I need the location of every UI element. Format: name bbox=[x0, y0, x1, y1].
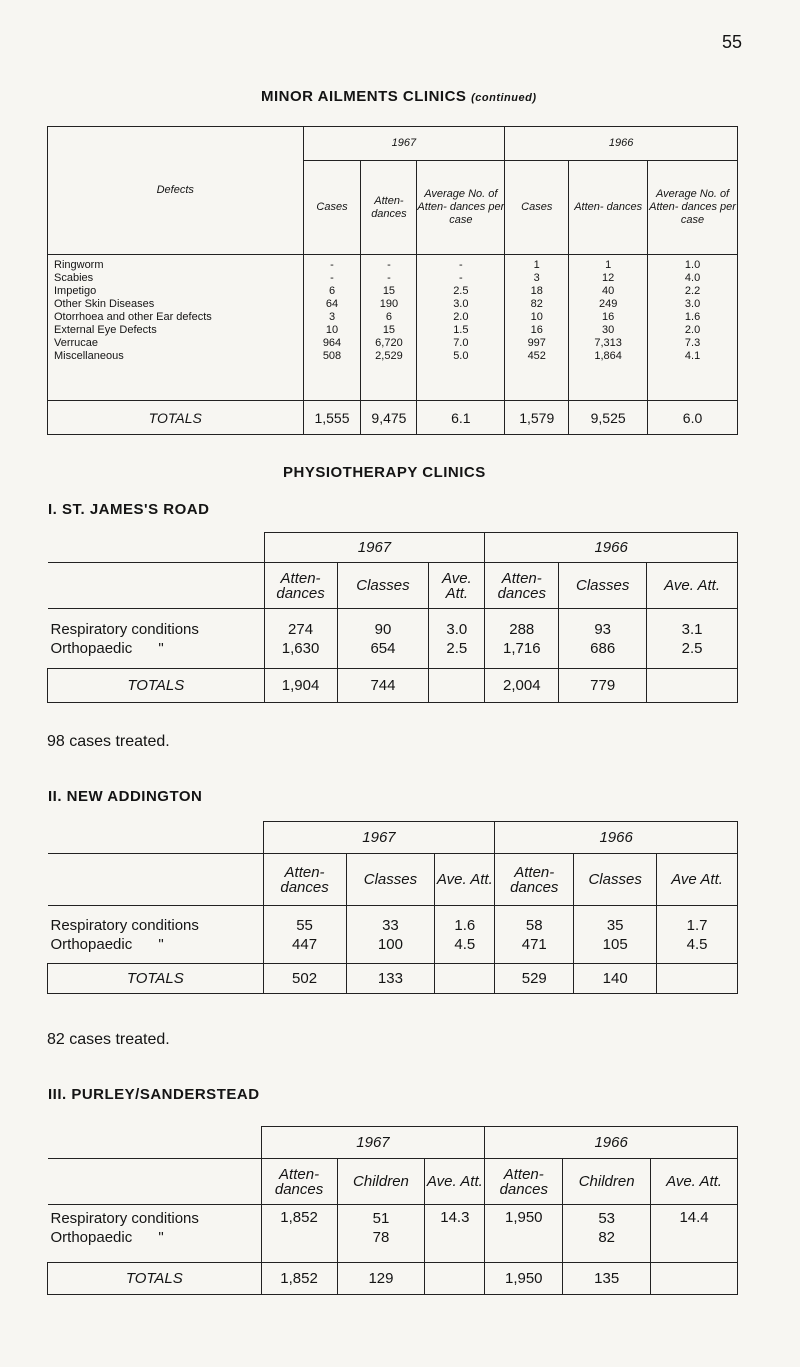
classes-1966-column bbox=[574, 906, 657, 964]
st-james-totals-row bbox=[48, 669, 738, 703]
attendances-header: Atten- dances bbox=[485, 563, 559, 609]
children-header: Children bbox=[563, 1159, 651, 1205]
empty-cell bbox=[425, 1263, 485, 1295]
cell-value: 288 bbox=[509, 620, 535, 638]
blank-header bbox=[48, 1159, 262, 1205]
cell-value: 18 bbox=[530, 285, 543, 297]
respiratory-label: Respiratory conditions bbox=[50, 620, 199, 638]
cell-value: 4.5 bbox=[454, 935, 476, 953]
ortho-label: Orthopaedic bbox=[50, 639, 133, 657]
cell-value: 53 bbox=[598, 1210, 615, 1227]
cell-value: - bbox=[459, 259, 463, 271]
classes-1966-column bbox=[559, 609, 647, 669]
cell-value: 249 bbox=[598, 298, 618, 310]
ave-att-header: Ave Att. bbox=[657, 854, 738, 906]
cell-value: 3.1 bbox=[681, 620, 703, 638]
ortho-row bbox=[51, 639, 264, 658]
purley-body bbox=[48, 1205, 738, 1263]
cell-value: 10 bbox=[530, 311, 543, 323]
cell-value: 3 bbox=[328, 311, 336, 323]
cell-value: 508 bbox=[322, 350, 342, 362]
cell-value: 6.1 bbox=[417, 401, 505, 435]
ditto-mark: " bbox=[158, 1229, 164, 1246]
minor-ailments-title-text: MINOR AILMENTS CLINICS bbox=[261, 88, 467, 105]
blank-header bbox=[48, 533, 265, 563]
children-1966-column bbox=[563, 1205, 651, 1263]
children-1967-column bbox=[337, 1205, 425, 1263]
average-1966-column bbox=[648, 255, 738, 401]
st-james-road-table bbox=[47, 532, 738, 703]
attendances-header: Atten- dances bbox=[263, 854, 346, 906]
ditto-mark: " bbox=[158, 639, 164, 657]
ave-att-header: Ave. Att. bbox=[435, 854, 495, 906]
ditto-mark: " bbox=[158, 935, 164, 953]
cell-value: 16 bbox=[530, 324, 543, 336]
defect-label: Impetigo bbox=[54, 285, 97, 297]
defect-label: Otorrhoea and other Ear defects bbox=[54, 311, 212, 323]
cell-value: 1,950 bbox=[485, 1263, 563, 1295]
defect-label: Scabies bbox=[54, 272, 94, 284]
attendances-header: Atten- dances bbox=[264, 563, 337, 609]
ave-1966-cell: 14.4 bbox=[651, 1205, 738, 1263]
cell-value: 686 bbox=[590, 639, 616, 657]
row-labels bbox=[48, 609, 265, 669]
cell-value: 64 bbox=[325, 298, 339, 310]
cell-value: 55 bbox=[296, 916, 313, 934]
cell-value: 15 bbox=[382, 285, 396, 297]
cell-value: 100 bbox=[377, 935, 403, 953]
classes-header: Classes bbox=[574, 854, 657, 906]
cell-value: 1.5 bbox=[453, 324, 469, 336]
respiratory-label: Respiratory conditions bbox=[50, 916, 199, 934]
st-james-body bbox=[48, 609, 738, 669]
attendances-1967-column bbox=[264, 609, 337, 669]
ortho-row bbox=[51, 935, 263, 954]
cell-value: 9,525 bbox=[569, 401, 648, 435]
cell-value: 1.6 bbox=[684, 311, 701, 323]
year-1967-header: 1967 bbox=[264, 533, 485, 563]
cell-value: 1.0 bbox=[684, 259, 701, 271]
attendances-1967-column bbox=[361, 255, 417, 401]
ave-1967-cell: 14.3 bbox=[425, 1205, 485, 1263]
physiotherapy-title: PHYSIOTHERAPY CLINICS bbox=[283, 464, 486, 481]
cell-value: 1,904 bbox=[264, 669, 337, 703]
attendances-header: Atten- dances bbox=[261, 1159, 337, 1205]
attendances-1966-cell: 1,950 bbox=[485, 1205, 563, 1263]
cell-value: 90 bbox=[374, 620, 392, 638]
cell-value: 1,630 bbox=[281, 639, 320, 657]
cell-value: 1,555 bbox=[303, 401, 361, 435]
cell-value: 2.5 bbox=[453, 285, 469, 297]
cell-value: 3 bbox=[533, 272, 540, 284]
st-james-cases-note: 98 cases treated. bbox=[47, 733, 170, 750]
attendances-header-1967: Atten- dances bbox=[361, 161, 417, 255]
average-header-1967: Average No. of Atten- dances per case bbox=[417, 161, 505, 255]
cell-value: 6,720 bbox=[375, 337, 403, 349]
cell-value: 4.1 bbox=[684, 350, 701, 362]
empty-cell bbox=[651, 1263, 738, 1295]
cases-header-1967: Cases bbox=[303, 161, 361, 255]
ave-att-header: Ave. Att. bbox=[425, 1159, 485, 1205]
purley-table bbox=[47, 1126, 738, 1295]
cell-value: 2.0 bbox=[453, 311, 469, 323]
attendances-1966-column bbox=[485, 609, 559, 669]
purley-totals-row bbox=[48, 1263, 738, 1295]
cell-value: 1.7 bbox=[686, 916, 708, 934]
cell-value: 964 bbox=[322, 337, 342, 349]
cell-value: 2.0 bbox=[684, 324, 701, 336]
cell-value: 779 bbox=[559, 669, 647, 703]
new-addington-table bbox=[47, 821, 738, 994]
cell-value: - bbox=[330, 259, 334, 271]
cell-value: 1,864 bbox=[594, 350, 622, 362]
year-1966-header: 1966 bbox=[505, 127, 738, 161]
cell-value: 105 bbox=[602, 935, 628, 953]
cell-value: 502 bbox=[263, 964, 346, 994]
children-header: Children bbox=[337, 1159, 425, 1205]
classes-header: Classes bbox=[337, 563, 429, 609]
totals-label: TOTALS bbox=[48, 401, 304, 435]
st-james-road-heading: I. ST. JAMES'S ROAD bbox=[48, 501, 210, 518]
classes-1967-column bbox=[346, 906, 435, 964]
cases-header-1966: Cases bbox=[505, 161, 569, 255]
minor-ailments-subtitle: (continued) bbox=[471, 92, 537, 104]
totals-label: TOTALS bbox=[48, 964, 264, 994]
cell-value: 4.5 bbox=[686, 935, 708, 953]
defect-label: Verrucae bbox=[54, 337, 99, 349]
average-1967-column bbox=[417, 255, 505, 401]
defect-label: Ringworm bbox=[54, 259, 104, 271]
defect-label: Other Skin Diseases bbox=[54, 298, 155, 310]
cell-value: 654 bbox=[370, 639, 396, 657]
defects-header: Defects bbox=[48, 127, 304, 255]
cell-value: 1,852 bbox=[261, 1263, 337, 1295]
cell-value: 135 bbox=[563, 1263, 651, 1295]
cell-value: - bbox=[387, 272, 391, 284]
cell-value: 7.0 bbox=[453, 337, 469, 349]
totals-label: TOTALS bbox=[48, 669, 265, 703]
cell-value: 15 bbox=[382, 324, 396, 336]
cases-1966-column bbox=[505, 255, 569, 401]
cell-value: 58 bbox=[525, 916, 543, 934]
cell-value: 997 bbox=[527, 337, 546, 349]
cell-value: 452 bbox=[527, 350, 546, 362]
cell-value: 2,004 bbox=[485, 669, 559, 703]
year-1966-header: 1966 bbox=[485, 1127, 738, 1159]
year-1967-header: 1967 bbox=[263, 822, 495, 854]
empty-cell bbox=[657, 964, 738, 994]
empty-cell bbox=[429, 669, 485, 703]
ave-1967-column bbox=[429, 609, 485, 669]
cell-value: 82 bbox=[598, 1229, 615, 1246]
cell-value: 1 bbox=[533, 259, 540, 271]
blank-header bbox=[48, 563, 265, 609]
empty-cell bbox=[647, 669, 738, 703]
attendances-header-1966: Atten- dances bbox=[569, 161, 648, 255]
cell-value: 2,529 bbox=[375, 350, 403, 362]
cell-value: - bbox=[330, 272, 334, 284]
cell-value: 129 bbox=[337, 1263, 425, 1295]
attendances-1966-column bbox=[569, 255, 648, 401]
attendances-header: Atten- dances bbox=[485, 1159, 563, 1205]
cell-value: 529 bbox=[495, 964, 574, 994]
blank-header bbox=[48, 854, 264, 906]
cell-value: 2.2 bbox=[684, 285, 701, 297]
minor-ailments-title bbox=[261, 88, 537, 105]
cell-value: 30 bbox=[602, 324, 615, 336]
cell-value: 93 bbox=[594, 620, 612, 638]
minor-ailments-table bbox=[47, 126, 738, 435]
cell-value: 7,313 bbox=[594, 337, 622, 349]
cell-value: 744 bbox=[337, 669, 429, 703]
minor-ailments-totals-row bbox=[48, 401, 738, 435]
ortho-label: Orthopaedic bbox=[50, 935, 133, 953]
ave-1966-column bbox=[647, 609, 738, 669]
cell-value: 140 bbox=[574, 964, 657, 994]
cell-value: 190 bbox=[379, 298, 399, 310]
cell-value: 133 bbox=[346, 964, 435, 994]
cell-value: 33 bbox=[382, 916, 399, 934]
cell-value: 82 bbox=[530, 298, 543, 310]
cell-value: 6.0 bbox=[648, 401, 738, 435]
cell-value: - bbox=[387, 259, 391, 271]
cell-value: 10 bbox=[325, 324, 339, 336]
cell-value: 6 bbox=[328, 285, 336, 297]
ortho-row bbox=[51, 1228, 261, 1247]
cell-value: 3.0 bbox=[453, 298, 469, 310]
cell-value: 51 bbox=[372, 1210, 390, 1227]
ave-att-header: Ave. Att. bbox=[429, 563, 485, 609]
row-labels bbox=[48, 1205, 262, 1263]
cases-1967-column bbox=[303, 255, 361, 401]
purley-heading: III. PURLEY/SANDERSTEAD bbox=[48, 1086, 260, 1103]
cell-value: 2.5 bbox=[681, 639, 703, 657]
attendances-1966-column bbox=[495, 906, 574, 964]
page-number: 55 bbox=[722, 32, 743, 52]
classes-header: Classes bbox=[559, 563, 647, 609]
classes-header: Classes bbox=[346, 854, 435, 906]
minor-ailments-body bbox=[48, 255, 738, 401]
cell-value: 40 bbox=[602, 285, 615, 297]
cell-value: 7.3 bbox=[684, 337, 701, 349]
new-addington-cases-note: 82 cases treated. bbox=[47, 1031, 170, 1048]
attendances-1967-cell: 1,852 bbox=[261, 1205, 337, 1263]
defect-label: External Eye Defects bbox=[54, 324, 157, 336]
cell-value: 1,716 bbox=[503, 639, 541, 657]
year-1967-header: 1967 bbox=[303, 127, 505, 161]
classes-1967-column bbox=[337, 609, 429, 669]
cell-value: 12 bbox=[602, 272, 615, 284]
new-addington-body bbox=[48, 906, 738, 964]
ave-att-header: Ave. Att. bbox=[647, 563, 738, 609]
attendances-1967-column bbox=[263, 906, 346, 964]
average-header-1966: Average No. of Atten- dances per case bbox=[648, 161, 738, 255]
cell-value: 6 bbox=[385, 311, 392, 323]
cell-value: 35 bbox=[606, 916, 624, 934]
ave-1967-column bbox=[435, 906, 495, 964]
totals-label: TOTALS bbox=[48, 1263, 262, 1295]
ave-1966-column bbox=[657, 906, 738, 964]
year-1966-header: 1966 bbox=[495, 822, 738, 854]
defect-label: Miscellaneous bbox=[54, 350, 124, 362]
cell-value: 5.0 bbox=[453, 350, 469, 362]
cell-value: 1,579 bbox=[505, 401, 569, 435]
blank-header bbox=[48, 1127, 262, 1159]
cell-value: 2.5 bbox=[446, 639, 468, 657]
ave-att-header: Ave. Att. bbox=[651, 1159, 738, 1205]
year-1967-header: 1967 bbox=[261, 1127, 485, 1159]
defects-column bbox=[48, 255, 304, 401]
cell-value: 3.0 bbox=[446, 620, 468, 638]
cell-value: 1 bbox=[605, 259, 612, 271]
respiratory-label: Respiratory conditions bbox=[50, 1210, 199, 1227]
cell-value: 3.0 bbox=[684, 298, 701, 310]
cell-value: 1.6 bbox=[454, 916, 476, 934]
new-addington-heading: II. NEW ADDINGTON bbox=[48, 788, 203, 805]
year-1966-header: 1966 bbox=[485, 533, 738, 563]
cell-value: 16 bbox=[602, 311, 615, 323]
cell-value: - bbox=[459, 272, 463, 284]
empty-cell bbox=[435, 964, 495, 994]
new-addington-totals-row bbox=[48, 964, 738, 994]
cell-value: 78 bbox=[372, 1229, 390, 1246]
cell-value: 471 bbox=[521, 935, 547, 953]
row-labels bbox=[48, 906, 264, 964]
cell-value: 9,475 bbox=[361, 401, 417, 435]
attendances-header: Atten- dances bbox=[495, 854, 574, 906]
blank-header bbox=[48, 822, 264, 854]
cell-value: 4.0 bbox=[684, 272, 701, 284]
ortho-label: Orthopaedic bbox=[50, 1229, 133, 1246]
cell-value: 274 bbox=[288, 620, 314, 638]
cell-value: 447 bbox=[292, 935, 318, 953]
